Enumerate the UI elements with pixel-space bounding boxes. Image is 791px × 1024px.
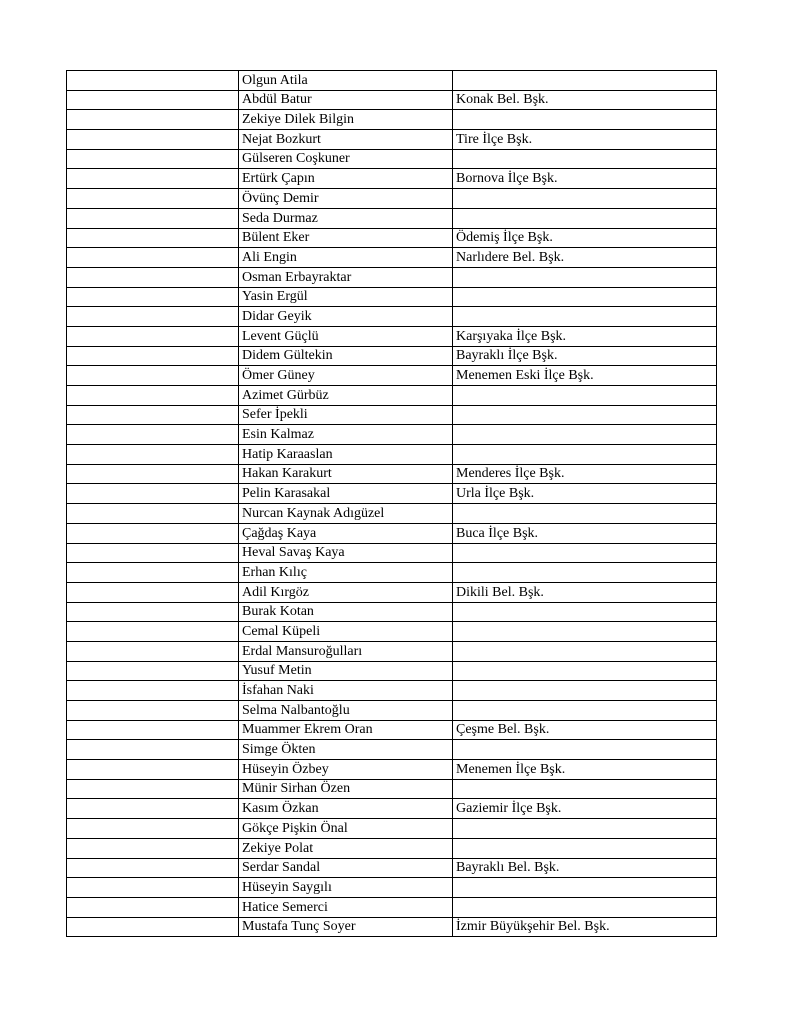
title-cell	[453, 307, 717, 327]
table-row	[67, 622, 717, 642]
index-cell	[67, 228, 239, 248]
name-cell: Gülseren Coşkuner	[239, 149, 453, 169]
name-cell: Zekiye Polat	[239, 838, 453, 858]
table-row	[67, 838, 717, 858]
title-cell: Narlıdere Bel. Bşk.	[453, 248, 717, 268]
index-cell	[67, 366, 239, 386]
title-cell: Ödemiş İlçe Bşk.	[453, 228, 717, 248]
index-cell	[67, 71, 239, 91]
index-cell	[67, 484, 239, 504]
index-cell	[67, 248, 239, 268]
title-cell	[453, 267, 717, 287]
name-cell: Ertürk Çapın	[239, 169, 453, 189]
name-cell: Olgun Atila	[239, 71, 453, 91]
index-cell	[67, 110, 239, 130]
table-row	[67, 189, 717, 209]
name-cell: İsfahan Naki	[239, 681, 453, 701]
name-cell: Mustafa Tunç Soyer	[239, 917, 453, 937]
table-row	[67, 641, 717, 661]
index-cell	[67, 208, 239, 228]
name-cell: Osman Erbayraktar	[239, 267, 453, 287]
table-row	[67, 307, 717, 327]
title-cell	[453, 819, 717, 839]
index-cell	[67, 760, 239, 780]
table-row	[67, 740, 717, 760]
name-cell: Ali Engin	[239, 248, 453, 268]
table-row	[67, 169, 717, 189]
name-cell: Gökçe Pişkin Önal	[239, 819, 453, 839]
index-cell	[67, 563, 239, 583]
name-cell: Heval Savaş Kaya	[239, 543, 453, 563]
title-cell: Tire İlçe Bşk.	[453, 130, 717, 150]
name-cell: Azimet Gürbüz	[239, 386, 453, 406]
title-cell	[453, 897, 717, 917]
title-cell	[453, 878, 717, 898]
name-cell: Seda Durmaz	[239, 208, 453, 228]
name-cell: Yasin Ergül	[239, 287, 453, 307]
index-cell	[67, 720, 239, 740]
index-cell	[67, 326, 239, 346]
index-cell	[67, 819, 239, 839]
table-row	[67, 346, 717, 366]
name-cell: Övünç Demir	[239, 189, 453, 209]
title-cell	[453, 110, 717, 130]
name-cell: Hüseyin Saygılı	[239, 878, 453, 898]
name-cell: Serdar Sandal	[239, 858, 453, 878]
table-row	[67, 405, 717, 425]
index-cell	[67, 661, 239, 681]
index-cell	[67, 701, 239, 721]
table-row	[67, 819, 717, 839]
name-cell: Cemal Küpeli	[239, 622, 453, 642]
title-cell	[453, 149, 717, 169]
title-cell	[453, 504, 717, 524]
index-cell	[67, 149, 239, 169]
table-row	[67, 366, 717, 386]
table-row	[67, 71, 717, 91]
index-cell	[67, 130, 239, 150]
index-cell	[67, 543, 239, 563]
title-cell	[453, 641, 717, 661]
name-cell: Adil Kırgöz	[239, 582, 453, 602]
title-cell	[453, 287, 717, 307]
index-cell	[67, 858, 239, 878]
index-cell	[67, 267, 239, 287]
name-cell: Selma Nalbantoğlu	[239, 701, 453, 721]
name-cell: Yusuf Metin	[239, 661, 453, 681]
table-row	[67, 90, 717, 110]
name-cell: Levent Güçlü	[239, 326, 453, 346]
index-cell	[67, 169, 239, 189]
title-cell	[453, 701, 717, 721]
title-cell: Menemen İlçe Bşk.	[453, 760, 717, 780]
table-row	[67, 248, 717, 268]
name-cell: Muammer Ekrem Oran	[239, 720, 453, 740]
table-row	[67, 897, 717, 917]
name-cell: Didar Geyik	[239, 307, 453, 327]
name-cell: Çağdaş Kaya	[239, 523, 453, 543]
index-cell	[67, 602, 239, 622]
table-row	[67, 110, 717, 130]
title-cell: Menderes İlçe Bşk.	[453, 464, 717, 484]
title-cell	[453, 563, 717, 583]
name-cell: Ömer Güney	[239, 366, 453, 386]
name-cell: Erhan Kılıç	[239, 563, 453, 583]
name-cell: Burak Kotan	[239, 602, 453, 622]
index-cell	[67, 681, 239, 701]
name-cell: Hatip Karaaslan	[239, 445, 453, 465]
index-cell	[67, 838, 239, 858]
title-cell	[453, 543, 717, 563]
name-cell: Abdül Batur	[239, 90, 453, 110]
index-cell	[67, 917, 239, 937]
name-cell: Nurcan Kaynak Adıgüzel	[239, 504, 453, 524]
table-row	[67, 779, 717, 799]
table-row	[67, 504, 717, 524]
table-row	[67, 760, 717, 780]
title-cell: Konak Bel. Bşk.	[453, 90, 717, 110]
index-cell	[67, 90, 239, 110]
title-cell: Dikili Bel. Bşk.	[453, 582, 717, 602]
table-row	[67, 208, 717, 228]
title-cell	[453, 208, 717, 228]
index-cell	[67, 878, 239, 898]
member-table-body	[67, 71, 717, 937]
title-cell	[453, 189, 717, 209]
table-row	[67, 563, 717, 583]
name-cell: Nejat Bozkurt	[239, 130, 453, 150]
title-cell	[453, 838, 717, 858]
index-cell	[67, 445, 239, 465]
table-row	[67, 917, 717, 937]
title-cell	[453, 622, 717, 642]
index-cell	[67, 897, 239, 917]
table-row	[67, 464, 717, 484]
title-cell	[453, 740, 717, 760]
index-cell	[67, 523, 239, 543]
table-row	[67, 287, 717, 307]
name-cell: Kasım Özkan	[239, 799, 453, 819]
table-row	[67, 602, 717, 622]
table-row	[67, 858, 717, 878]
name-cell: Sefer İpekli	[239, 405, 453, 425]
index-cell	[67, 464, 239, 484]
title-cell	[453, 71, 717, 91]
table-row	[67, 582, 717, 602]
table-row	[67, 799, 717, 819]
title-cell: Gaziemir İlçe Bşk.	[453, 799, 717, 819]
index-cell	[67, 622, 239, 642]
name-cell: Bülent Eker	[239, 228, 453, 248]
index-cell	[67, 779, 239, 799]
title-cell: Çeşme Bel. Bşk.	[453, 720, 717, 740]
member-table	[66, 70, 717, 937]
name-cell: Zekiye Dilek Bilgin	[239, 110, 453, 130]
title-cell: Urla İlçe Bşk.	[453, 484, 717, 504]
name-cell: Simge Ökten	[239, 740, 453, 760]
title-cell: Menemen Eski İlçe Bşk.	[453, 366, 717, 386]
index-cell	[67, 386, 239, 406]
name-cell: Erdal Mansuroğulları	[239, 641, 453, 661]
name-cell: Hakan Karakurt	[239, 464, 453, 484]
table-row	[67, 425, 717, 445]
table-row	[67, 130, 717, 150]
name-cell: Hüseyin Özbey	[239, 760, 453, 780]
index-cell	[67, 799, 239, 819]
table-row	[67, 701, 717, 721]
table-row	[67, 878, 717, 898]
title-cell	[453, 602, 717, 622]
table-row	[67, 681, 717, 701]
table-row	[67, 386, 717, 406]
table-row	[67, 445, 717, 465]
table-row	[67, 661, 717, 681]
table-row	[67, 228, 717, 248]
index-cell	[67, 504, 239, 524]
title-cell: Bayraklı Bel. Bşk.	[453, 858, 717, 878]
name-cell: Pelin Karasakal	[239, 484, 453, 504]
title-cell: Bornova İlçe Bşk.	[453, 169, 717, 189]
index-cell	[67, 405, 239, 425]
title-cell	[453, 425, 717, 445]
title-cell	[453, 681, 717, 701]
name-cell: Esin Kalmaz	[239, 425, 453, 445]
index-cell	[67, 189, 239, 209]
index-cell	[67, 287, 239, 307]
name-cell: Didem Gültekin	[239, 346, 453, 366]
title-cell	[453, 661, 717, 681]
title-cell	[453, 386, 717, 406]
table-row	[67, 326, 717, 346]
index-cell	[67, 346, 239, 366]
title-cell	[453, 779, 717, 799]
title-cell: İzmir Büyükşehir Bel. Bşk.	[453, 917, 717, 937]
index-cell	[67, 582, 239, 602]
table-row	[67, 149, 717, 169]
table-row	[67, 484, 717, 504]
title-cell	[453, 445, 717, 465]
table-row	[67, 267, 717, 287]
table-row	[67, 720, 717, 740]
name-cell: Münir Sirhan Özen	[239, 779, 453, 799]
index-cell	[67, 425, 239, 445]
index-cell	[67, 641, 239, 661]
table-row	[67, 523, 717, 543]
table-row	[67, 543, 717, 563]
index-cell	[67, 307, 239, 327]
title-cell	[453, 405, 717, 425]
index-cell	[67, 740, 239, 760]
title-cell: Bayraklı İlçe Bşk.	[453, 346, 717, 366]
title-cell: Karşıyaka İlçe Bşk.	[453, 326, 717, 346]
name-cell: Hatice Semerci	[239, 897, 453, 917]
title-cell: Buca İlçe Bşk.	[453, 523, 717, 543]
